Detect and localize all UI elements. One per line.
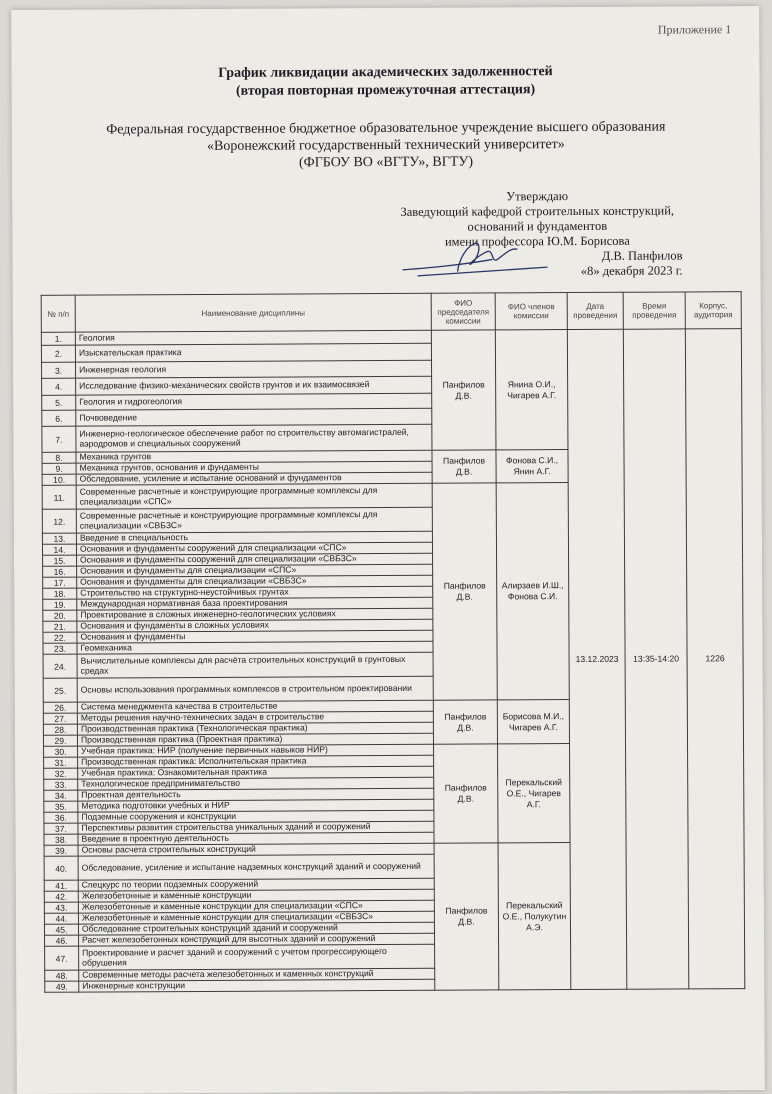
discipline-name: Современные расчетные и конструирующие программные комплексы для специализации «СВБЗС» <box>76 507 432 533</box>
row-number: 36. <box>44 812 78 823</box>
row-number: 12. <box>42 509 76 533</box>
row-number: 34. <box>44 790 78 801</box>
row-number: 31. <box>44 757 78 768</box>
discipline-name: Введение в специальность <box>76 531 432 544</box>
row-number: 40. <box>44 856 78 880</box>
discipline-name: Производственная практика: Исполнительская практика <box>78 755 434 768</box>
row-number: 27. <box>43 713 77 724</box>
document-title <box>11 62 759 102</box>
discipline-name: Учебная практика: Ознакомительная практика <box>78 766 434 779</box>
discipline-name: Инженерные конструкции <box>79 979 435 992</box>
committee-members: Янина О.И., Чигарев А.Г. <box>495 330 568 450</box>
discipline-name: Железобетонные и каменные конструкции для специализации «СПС» <box>78 900 434 913</box>
discipline-name: Производственная практика (Проектная практика) <box>77 733 433 746</box>
row-number: 6. <box>42 410 76 426</box>
committee-members: Перекальский О.Е., Чигарев А.Г. <box>498 744 571 843</box>
row-number: 7. <box>42 426 76 452</box>
header-room: Корпус, аудитория <box>685 292 741 329</box>
discipline-name: Основания и фундаменты для специализации «СВБЗС» <box>77 575 433 588</box>
row-number: 26. <box>43 702 77 713</box>
committee-chair: Панфилов Д.В. <box>432 483 497 700</box>
discipline-name: Расчет железобетонных конструкций для высотных зданий и сооружений <box>79 933 435 946</box>
discipline-name: Исследование физико-механических свойств грунтов и их взаимосвязей <box>76 376 432 395</box>
header-number: № п/п <box>41 295 75 332</box>
committee-chair: Панфилов Д.В. <box>434 744 499 843</box>
discipline-name: Подземные сооружения и конструкции <box>78 810 434 823</box>
discipline-name: Международная нормативная база проектирования <box>77 597 433 610</box>
row-number: 9. <box>42 463 76 474</box>
row-number: 15. <box>43 555 77 566</box>
discipline-name: Механика грунтов <box>76 450 432 463</box>
row-number: 22. <box>43 632 77 643</box>
table-header-row <box>41 292 741 333</box>
row-number: 13. <box>42 533 76 544</box>
header-discipline: Наименование дисциплины <box>75 293 431 332</box>
discipline-name: Геомеханика <box>77 641 433 654</box>
row-number: 45. <box>44 924 78 935</box>
row-number: 28. <box>43 724 77 735</box>
discipline-name: Методика подготовки учебных и НИР <box>78 799 434 812</box>
discipline-name: Спецкурс по теории подземных сооружений <box>78 878 434 891</box>
row-number: 43. <box>44 902 78 913</box>
discipline-name: Механика грунтов, основания и фундаменты <box>76 461 432 474</box>
title-line-1: График ликвидации академических задолженностей <box>218 64 553 81</box>
discipline-name: Методы решения научно-технических задач в строительстве <box>77 711 433 724</box>
row-number: 3. <box>42 362 76 378</box>
committee-chair: Панфилов Д.В. <box>434 843 499 990</box>
discipline-name: Основы расчета строительных конструкций <box>78 843 434 856</box>
discipline-name: Современные расчетные и конструирующие программные комплексы для специализации «СПС» <box>76 483 432 509</box>
row-number: 32. <box>44 768 78 779</box>
discipline-name: Железобетонные и каменные конструкции <box>78 889 434 902</box>
row-number: 29. <box>43 735 77 746</box>
row-number: 2. <box>41 345 75 362</box>
row-number: 14. <box>42 544 76 555</box>
organization-block <box>12 118 760 173</box>
org-line-2: «Воронежский государственный технический университет» <box>206 137 565 154</box>
row-number: 16. <box>43 566 77 577</box>
org-line-1: Федеральная государственное бюджетное образовательное учреждение высшего образования <box>106 119 666 138</box>
row-number: 47. <box>45 946 79 970</box>
discipline-name: Инженерная геология <box>76 360 432 378</box>
row-number: 23. <box>43 643 77 654</box>
row-number: 11. <box>42 485 76 509</box>
discipline-name: Проектирование в сложных инженерно-геологических условиях <box>77 608 433 621</box>
row-number: 46. <box>45 935 79 946</box>
discipline-name: Учебная практика: НИР (получение первичных навыков НИР) <box>78 744 434 757</box>
row-number: 24. <box>43 654 77 678</box>
row-number: 38. <box>44 834 78 845</box>
discipline-name: Производственная практика (Технологическая практика) <box>77 722 433 735</box>
approval-line-3: оснований и фундаментов <box>467 218 608 234</box>
row-number: 37. <box>44 823 78 834</box>
discipline-name: Инженерно-геологическое обеспечение работ по строительству автомагистралей, аэродромов и специальных сооружений <box>76 424 432 452</box>
committee-chair: Панфилов Д.В. <box>432 450 496 483</box>
discipline-name: Основания и фундаменты сооружений для специализации «СПС» <box>76 542 432 555</box>
discipline-name: Проектная деятельность <box>78 788 434 801</box>
discipline-name: Изыскательская практика <box>75 343 431 362</box>
header-date: Дата проведения <box>567 292 623 329</box>
committee-members: Фонова С.И., Янин А.Г. <box>496 450 568 483</box>
org-line-3: (ФГБОУ ВО «ВГТУ», ВГТУ) <box>298 154 474 171</box>
row-number: 49. <box>45 981 79 992</box>
discipline-name: Введение в проектную деятельность <box>78 832 434 845</box>
appendix-label: Приложение 1 <box>657 22 732 37</box>
header-chair: ФИО председателя комиссии <box>431 293 495 330</box>
committee-members: Перекальский О.Е., Полукутин А.Э. <box>498 843 571 990</box>
row-number: 1. <box>41 332 75 345</box>
committee-members: Борисова М.И., Чигарев А.Г. <box>497 700 569 744</box>
discipline-name: Перспективы развития строительства уникальных зданий и сооружений <box>78 821 434 834</box>
row-number: 33. <box>44 779 78 790</box>
exam-time: 13:35-14:20 <box>623 329 688 989</box>
discipline-name: Обследование, усиление и испытание надземных конструкций зданий и сооружений <box>78 854 434 880</box>
exam-date: 13.12.2023 <box>567 329 626 989</box>
discipline-name: Почвоведение <box>76 408 432 426</box>
table-body <box>41 329 744 993</box>
discipline-name: Основания и фундаменты сооружений для специализации «СВБЗС» <box>77 553 433 566</box>
committee-chair: Панфилов Д.В. <box>431 330 496 450</box>
row-number: 44. <box>44 913 78 924</box>
discipline-name: Строительство на структурно-неустойчивых грунтах <box>77 586 433 599</box>
approval-date: «8» декабря 2023 г. <box>580 263 683 278</box>
exam-room: 1226 <box>685 329 744 989</box>
discipline-name: Геология <box>75 330 431 345</box>
row-number: 41. <box>44 880 78 891</box>
row-number: 10. <box>42 474 76 485</box>
row-number: 18. <box>43 588 77 599</box>
discipline-name: Обследование, усиление и испытание оснований и фундаментов <box>76 472 432 485</box>
discipline-name: Современные методы расчета железобетонных и каменных конструкций <box>79 968 435 981</box>
handwritten-signature-icon <box>397 237 557 278</box>
row-number: 21. <box>43 621 77 632</box>
header-members: ФИО членов комиссии <box>495 293 567 330</box>
discipline-name: Проектирование и расчет зданий и сооружений с учетом прогрессирующего обрушения <box>79 944 435 970</box>
row-number: 5. <box>42 395 76 410</box>
discipline-name: Система менеджмента качества в строительстве <box>77 700 433 713</box>
approval-line-4: имени профессора Ю.М. Борисова <box>444 233 630 249</box>
row-number: 30. <box>44 746 78 757</box>
row-number: 39. <box>44 845 78 856</box>
discipline-name: Основания и фундаменты для специализации «СПС» <box>77 564 433 577</box>
header-time: Время проведения <box>623 292 685 329</box>
schedule-table <box>41 291 746 993</box>
discipline-name: Основания и фундаменты в сложных условиях <box>77 619 433 632</box>
row-number: 17. <box>43 577 77 588</box>
row-number: 35. <box>44 801 78 812</box>
discipline-name: Геология и гидрогеология <box>76 393 432 410</box>
row-number: 25. <box>43 678 77 702</box>
approval-line-1: Утверждаю <box>506 189 569 204</box>
approval-name: Д.В. Панфилов <box>601 248 683 263</box>
discipline-name: Технологическое предпринимательство <box>78 777 434 790</box>
document-sheet <box>11 6 765 1094</box>
row-number: 4. <box>42 378 76 395</box>
discipline-name: Основания и фундаменты <box>77 630 433 643</box>
committee-members: Алирзаев И.Ш., Фонова С.И. <box>496 483 569 700</box>
discipline-name: Основы использования программных комплексов в строительном проектировании <box>77 676 433 702</box>
row-number: 8. <box>42 452 76 463</box>
row-number: 20. <box>43 610 77 621</box>
row-number: 19. <box>43 599 77 610</box>
discipline-name: Вычислительные комплексы для расчёта строительных конструкций в грунтовых средах <box>77 652 433 678</box>
row-number: 42. <box>44 891 78 902</box>
title-line-2: (вторая повторная промежуточная аттестация) <box>235 82 536 99</box>
row-number: 48. <box>45 970 79 981</box>
discipline-name: Железобетонные и каменные конструкции для специализации «СВБЗС» <box>78 911 434 924</box>
discipline-name: Обследование строительных конструкций зданий и сооружений <box>78 922 434 935</box>
approval-line-2: Заведующий кафедрой строительных конструкций, <box>400 203 675 219</box>
committee-chair: Панфилов Д.В. <box>433 700 497 744</box>
